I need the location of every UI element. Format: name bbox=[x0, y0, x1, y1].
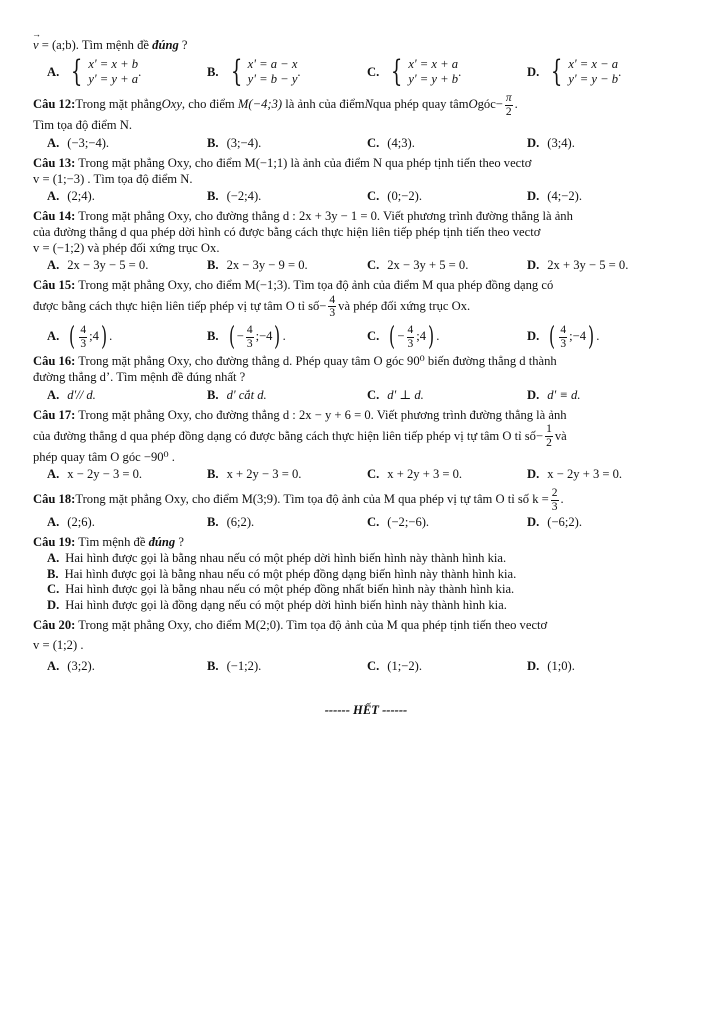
option-label: A. bbox=[47, 550, 60, 565]
q12-option-a[interactable] bbox=[47, 136, 207, 152]
q11-continuation bbox=[33, 38, 699, 54]
question-number: Câu 18: bbox=[33, 492, 76, 507]
q18-option-c[interactable] bbox=[367, 515, 527, 531]
q11-options bbox=[33, 54, 699, 90]
option-tail: . bbox=[596, 329, 600, 344]
q12-stem bbox=[33, 92, 699, 118]
option-label: C. bbox=[367, 659, 380, 674]
q15-stem bbox=[33, 278, 699, 294]
q17-text: Trong mặt phẳng Oxy, cho đường thẳng d : 2x − y + 6 = 0. Viết phương trình đường thẳng là ảnh bbox=[75, 407, 567, 422]
option-text: 2x − 3y + 5 = 0. bbox=[387, 258, 469, 273]
option-label: C. bbox=[367, 387, 380, 402]
q13-line-2: v = (1;−3) . Tìm tọa độ điểm N. bbox=[33, 171, 193, 186]
option-text: x − 2y − 3 = 0. bbox=[67, 467, 143, 482]
q17-line-3: phép quay tâm O góc −90⁰ . bbox=[33, 449, 175, 464]
q18-option-b[interactable] bbox=[207, 515, 367, 531]
question-20 bbox=[33, 618, 699, 675]
q13-options bbox=[33, 189, 699, 205]
q12-options bbox=[33, 136, 699, 152]
q19-option-c[interactable] bbox=[33, 582, 699, 598]
q13-stem bbox=[33, 156, 699, 172]
option-text: (−2;4). bbox=[226, 189, 262, 204]
option-label: A. bbox=[47, 467, 60, 482]
q19-option-d[interactable] bbox=[33, 598, 699, 614]
q15-options bbox=[33, 322, 699, 353]
q18-end: . bbox=[560, 492, 564, 507]
coord-sign: − bbox=[236, 329, 244, 344]
option-text: (0;−2). bbox=[387, 189, 422, 204]
option-label: C. bbox=[367, 136, 380, 151]
q19-option-b[interactable] bbox=[33, 567, 699, 583]
option-label: C. bbox=[367, 515, 380, 530]
minus-sign: − bbox=[535, 428, 544, 443]
fraction-denominator: 2 bbox=[546, 436, 552, 449]
option-text: (6;2). bbox=[226, 515, 255, 530]
option-label: D. bbox=[47, 598, 60, 613]
option-tail: . bbox=[458, 64, 462, 79]
q11-option-d[interactable] bbox=[527, 54, 687, 90]
system-row-1: x' = x − a bbox=[568, 56, 619, 71]
q14-stem bbox=[33, 209, 699, 225]
q19-emphasis: đúng bbox=[148, 535, 176, 550]
system-row-2: y' = y + b bbox=[408, 72, 459, 87]
question-number: Câu 16: bbox=[33, 354, 76, 369]
q13-option-d[interactable] bbox=[527, 189, 687, 205]
option-label: C. bbox=[367, 64, 380, 79]
q17-line-2b: và bbox=[554, 428, 567, 443]
q12-o: O bbox=[468, 97, 478, 112]
option-text: (−1;2). bbox=[226, 659, 262, 674]
fraction-numerator: π bbox=[505, 92, 512, 105]
q11-option-c[interactable] bbox=[367, 54, 527, 90]
option-text: d' ≡ d. bbox=[547, 387, 581, 402]
option-label: B. bbox=[207, 258, 219, 273]
q19-text: Tìm mệnh đề bbox=[75, 535, 149, 550]
intro-post: ? bbox=[178, 38, 188, 52]
coordinate: ( $\frac{4}{3}$ ;4 ) bbox=[69, 322, 108, 353]
vector-value: = (a;b) bbox=[38, 38, 76, 52]
question-17 bbox=[33, 408, 699, 483]
q12-oxy: Oxy bbox=[161, 97, 182, 112]
option-label: A. bbox=[47, 329, 60, 344]
q17-option-d[interactable] bbox=[527, 467, 687, 483]
question-number: Câu 17: bbox=[33, 407, 76, 422]
option-label: C. bbox=[367, 467, 380, 482]
question-number: Câu 20: bbox=[33, 617, 76, 632]
q15-line-2a: được bằng cách thực hiện liên tiếp phép vị tự tâm O tỉ số bbox=[33, 299, 320, 314]
option-label: B. bbox=[207, 64, 219, 79]
q15-option-a[interactable] bbox=[47, 322, 207, 353]
q17-stem bbox=[33, 408, 699, 424]
coord-rest: ;4 bbox=[416, 329, 427, 344]
fraction-denominator: 2 bbox=[505, 105, 512, 118]
option-text: d' ⊥ d. bbox=[387, 387, 424, 402]
option-text: (−3;−4). bbox=[67, 136, 110, 151]
coordinate: ( $\frac{4}{3}$ ;−4 ) bbox=[549, 322, 595, 353]
option-text: 2x + 3y − 5 = 0. bbox=[547, 258, 629, 273]
coord-sign: − bbox=[397, 329, 405, 344]
q13-option-a[interactable] bbox=[47, 189, 207, 205]
option-label: D. bbox=[527, 659, 540, 674]
option-text: (4;−2). bbox=[547, 189, 582, 204]
q16-line-2: đường thẳng d’. Tìm mệnh đề đúng nhất ? bbox=[33, 370, 246, 385]
q19-option-a[interactable] bbox=[33, 551, 699, 567]
q12-text: Trong mặt phẳng bbox=[75, 97, 162, 112]
question-number: Câu 12: bbox=[33, 97, 76, 112]
option-label: C. bbox=[47, 582, 60, 597]
option-tail: . bbox=[297, 64, 301, 79]
q17-line-2a: của đường thẳng d qua phép đồng dạng có được bằng cách thực hiện liên tiếp phép vị tự tâm O tỉ số bbox=[33, 428, 536, 443]
q12-option-d[interactable] bbox=[527, 136, 687, 152]
q20-line-2: v = (1;2) . bbox=[33, 637, 84, 652]
option-text: d' cắt d. bbox=[226, 387, 267, 402]
option-label: D. bbox=[527, 189, 540, 204]
option-label: A. bbox=[47, 136, 60, 151]
q16-options bbox=[33, 388, 699, 404]
option-label: D. bbox=[527, 515, 540, 530]
q15-line-2b: và phép đối xứng trục Ox. bbox=[338, 299, 471, 314]
question-number: Câu 14: bbox=[33, 209, 76, 224]
q16-option-a[interactable] bbox=[47, 388, 207, 404]
option-text: (2;4). bbox=[67, 189, 95, 204]
coordinate: ( − $\frac{4}{3}$ ;−4 ) bbox=[228, 322, 281, 353]
fraction bbox=[545, 423, 553, 449]
option-text: Hai hình được gọi là bằng nhau nếu có một phép đồng nhất biến hình này thành hình kia. bbox=[65, 582, 515, 597]
system-row-1: x' = x + b bbox=[88, 56, 139, 71]
question-number: Câu 13: bbox=[33, 155, 76, 170]
system-row-1: x' = x + a bbox=[408, 56, 459, 71]
q12-point: M(−4;3) bbox=[237, 97, 283, 112]
vector-symbol: → v bbox=[33, 38, 39, 54]
q17-option-b[interactable] bbox=[207, 467, 367, 483]
q19-stem bbox=[33, 535, 699, 551]
option-label: C. bbox=[367, 329, 380, 344]
option-label: A. bbox=[47, 189, 60, 204]
option-tail: . bbox=[138, 64, 142, 79]
option-label: D. bbox=[527, 258, 540, 273]
fraction-denominator: 3 bbox=[329, 307, 336, 320]
fraction bbox=[505, 92, 513, 118]
option-text: (4;3). bbox=[387, 136, 415, 151]
q13-text: Trong mặt phẳng Oxy, cho điểm M(−1;1) là ảnh của điểm N qua phép tịnh tiến theo vectơ bbox=[75, 155, 532, 170]
system-row-2: y' = y − b bbox=[568, 72, 619, 87]
option-text: Hai hình được gọi là bằng nhau nếu có một phép đồng dạng biến hình này thành hình kia. bbox=[64, 566, 517, 581]
q18-options bbox=[33, 515, 699, 531]
question-number: Câu 15: bbox=[33, 278, 76, 293]
option-text: x + 2y + 3 = 0. bbox=[387, 467, 463, 482]
q13-option-c[interactable] bbox=[367, 189, 527, 205]
option-label: B. bbox=[207, 136, 219, 151]
q12-end: . bbox=[514, 97, 518, 112]
q14-text: Trong mặt phẳng Oxy, cho đường thẳng d : 2x + 3y − 1 = 0. Viết phương trình đường thẳng là ảnh bbox=[75, 209, 573, 224]
option-label: B. bbox=[207, 189, 219, 204]
option-label: B. bbox=[207, 329, 219, 344]
system-row-2: y' = b − y bbox=[247, 72, 298, 87]
equation-system: { x' = a − x y' = b − y bbox=[230, 54, 298, 90]
option-text: (1;−2). bbox=[387, 659, 422, 674]
q17-option-a[interactable] bbox=[47, 467, 207, 483]
fraction-denominator: 3 bbox=[80, 337, 87, 350]
option-tail: . bbox=[618, 64, 622, 79]
fraction bbox=[328, 294, 336, 320]
question-18 bbox=[33, 487, 699, 531]
q18-text: Trong mặt phẳng Oxy, cho điểm M(3;9). Tìm tọa độ ảnh của M qua phép vị tự tâm O tỉ số k = bbox=[75, 492, 549, 507]
coord-rest: ;−4 bbox=[255, 329, 273, 344]
q15-option-c[interactable] bbox=[367, 322, 527, 353]
q17-options bbox=[33, 467, 699, 483]
fraction-numerator: 4 bbox=[407, 324, 414, 337]
option-label: B. bbox=[207, 515, 219, 530]
q18-stem bbox=[33, 487, 699, 513]
question-number: Câu 19: bbox=[33, 535, 76, 550]
option-text: d'// d. bbox=[67, 387, 96, 402]
fraction-denominator: 3 bbox=[551, 500, 558, 513]
q20-text: Trong mặt phẳng Oxy, cho điểm M(2;0). Tìm tọa độ ảnh của M qua phép tịnh tiến theo vectơ bbox=[75, 617, 548, 632]
q14-option-b[interactable] bbox=[207, 258, 367, 274]
option-label: C. bbox=[367, 258, 380, 273]
q11-option-b[interactable] bbox=[207, 54, 367, 90]
option-text: (3;2). bbox=[67, 659, 95, 674]
option-text: (1;0). bbox=[547, 659, 575, 674]
option-text: Hai hình được gọi là bằng nhau nếu có một phép dời hình biến hình này thành hình kia. bbox=[65, 550, 507, 565]
end-marker: ------ HẾT ------ bbox=[324, 702, 408, 717]
q14-options bbox=[33, 258, 699, 274]
q15-option-b[interactable] bbox=[207, 322, 367, 353]
q20-stem bbox=[33, 618, 699, 634]
q18-option-a[interactable] bbox=[47, 515, 207, 531]
q12-text-4: qua phép quay tâm bbox=[373, 97, 469, 112]
q17-line-2 bbox=[33, 423, 699, 449]
q14-line-3: v = (−1;2) và phép đối xứng trục Ox. bbox=[33, 240, 220, 255]
option-label: A. bbox=[47, 515, 60, 530]
question-14 bbox=[33, 209, 699, 274]
q20-options bbox=[33, 659, 699, 675]
q12-text-5: góc bbox=[477, 97, 496, 112]
option-text: Hai hình được gọi là đồng dạng nếu có một phép dời hình biến hình này thành hình kia. bbox=[65, 598, 507, 613]
q16-option-b[interactable] bbox=[207, 388, 367, 404]
q17-option-c[interactable] bbox=[367, 467, 527, 483]
coordinate: ( − $\frac{4}{3}$ ;4 ) bbox=[389, 322, 435, 353]
option-text: x + 2y − 3 = 0. bbox=[226, 467, 302, 482]
fraction-numerator: 4 bbox=[80, 324, 87, 337]
fraction-denominator: 3 bbox=[407, 337, 414, 350]
fraction bbox=[551, 487, 559, 513]
minus-sign: − bbox=[319, 299, 327, 314]
question-15 bbox=[33, 278, 699, 353]
q18-option-d[interactable] bbox=[527, 515, 687, 531]
option-label: B. bbox=[207, 387, 219, 402]
option-label: D. bbox=[527, 467, 540, 482]
option-text: x − 2y + 3 = 0. bbox=[547, 467, 623, 482]
system-row-2: y' = y + a bbox=[88, 72, 139, 87]
option-text: (3;4). bbox=[547, 136, 575, 151]
option-label: D. bbox=[527, 387, 540, 402]
q19-post: ? bbox=[175, 535, 184, 550]
q13-option-b[interactable] bbox=[207, 189, 367, 205]
coord-rest: ;−4 bbox=[569, 329, 587, 344]
question-19 bbox=[33, 535, 699, 614]
fraction-numerator: 4 bbox=[246, 324, 253, 337]
q12-line-2: Tìm tọa độ điểm N. bbox=[33, 118, 132, 133]
option-label: A. bbox=[47, 258, 60, 273]
q14-line-2: của đường thẳng d qua phép dời hình có được bằng cách thực hiện liên tiếp phép tịnh tiến theo vectơ bbox=[33, 224, 541, 239]
q14-option-a[interactable] bbox=[47, 258, 207, 274]
q12-option-c[interactable] bbox=[367, 136, 527, 152]
option-tail: . bbox=[436, 329, 440, 344]
q12-text-2: , cho điểm bbox=[181, 97, 235, 112]
coord-rest: ;4 bbox=[89, 329, 99, 344]
question-13 bbox=[33, 156, 699, 205]
equation-system: { x' = x − a y' = y − b bbox=[551, 54, 619, 90]
fraction-numerator: 1 bbox=[546, 423, 552, 436]
q16-option-c[interactable] bbox=[367, 388, 527, 404]
q20-option-b[interactable] bbox=[207, 659, 367, 675]
q14-option-c[interactable] bbox=[367, 258, 527, 274]
intro-emphasis: đúng bbox=[152, 38, 179, 52]
option-text: (−2;−6). bbox=[387, 515, 430, 530]
fraction-numerator: 4 bbox=[329, 293, 336, 306]
fraction-numerator: 4 bbox=[560, 324, 567, 337]
fraction-denominator: 3 bbox=[560, 337, 567, 350]
system-row-1: x' = a − x bbox=[247, 56, 298, 71]
q12-text-3: là ảnh của điểm bbox=[285, 97, 365, 112]
option-text: (2;6). bbox=[67, 515, 95, 530]
intro-text: . Tìm mệnh đề bbox=[75, 38, 153, 52]
minus-sign: − bbox=[495, 97, 503, 112]
option-text: 2x − 3y − 9 = 0. bbox=[226, 258, 308, 273]
question-16 bbox=[33, 354, 699, 403]
option-label: B. bbox=[207, 659, 219, 674]
q11-option-a[interactable] bbox=[47, 54, 207, 90]
option-label: C. bbox=[367, 189, 380, 204]
q12-n: N bbox=[364, 97, 374, 112]
option-label: B. bbox=[207, 467, 219, 482]
fraction-denominator: 3 bbox=[246, 337, 253, 350]
option-text: 2x − 3y − 5 = 0. bbox=[67, 258, 149, 273]
option-text: (3;−4). bbox=[226, 136, 262, 151]
option-label: A. bbox=[47, 64, 60, 79]
q16-stem bbox=[33, 354, 699, 370]
question-12 bbox=[33, 92, 699, 152]
option-text: (−6;2). bbox=[547, 515, 582, 530]
q15-line-2 bbox=[33, 294, 699, 320]
option-tail: . bbox=[282, 329, 286, 344]
option-label: B. bbox=[47, 566, 59, 581]
option-label: D. bbox=[527, 64, 540, 79]
q16-text: Trong mặt phẳng Oxy, cho đường thẳng d. Phép quay tâm O góc 90⁰ biến đường thẳng d thành bbox=[75, 354, 557, 369]
q16-option-d[interactable] bbox=[527, 388, 687, 404]
q14-option-d[interactable] bbox=[527, 258, 687, 274]
option-label: D. bbox=[527, 329, 540, 344]
q20-option-c[interactable] bbox=[367, 659, 527, 675]
q15-text: Trong mặt phẳng Oxy, cho điểm M(−1;3). Tìm tọa độ ảnh của điểm M qua phép đồng dạng có bbox=[75, 278, 554, 293]
equation-system: { x' = x + b y' = y + a bbox=[71, 54, 139, 90]
option-label: A. bbox=[47, 659, 60, 674]
option-label: D. bbox=[527, 136, 540, 151]
q12-option-b[interactable] bbox=[207, 136, 367, 152]
fraction-numerator: 2 bbox=[551, 487, 558, 500]
q15-option-d[interactable] bbox=[527, 322, 687, 353]
q20-option-d[interactable] bbox=[527, 659, 687, 675]
equation-system: { x' = x + a y' = y + b bbox=[391, 54, 459, 90]
option-tail: . bbox=[109, 329, 113, 344]
option-label: A. bbox=[47, 387, 60, 402]
q20-option-a[interactable] bbox=[47, 659, 207, 675]
